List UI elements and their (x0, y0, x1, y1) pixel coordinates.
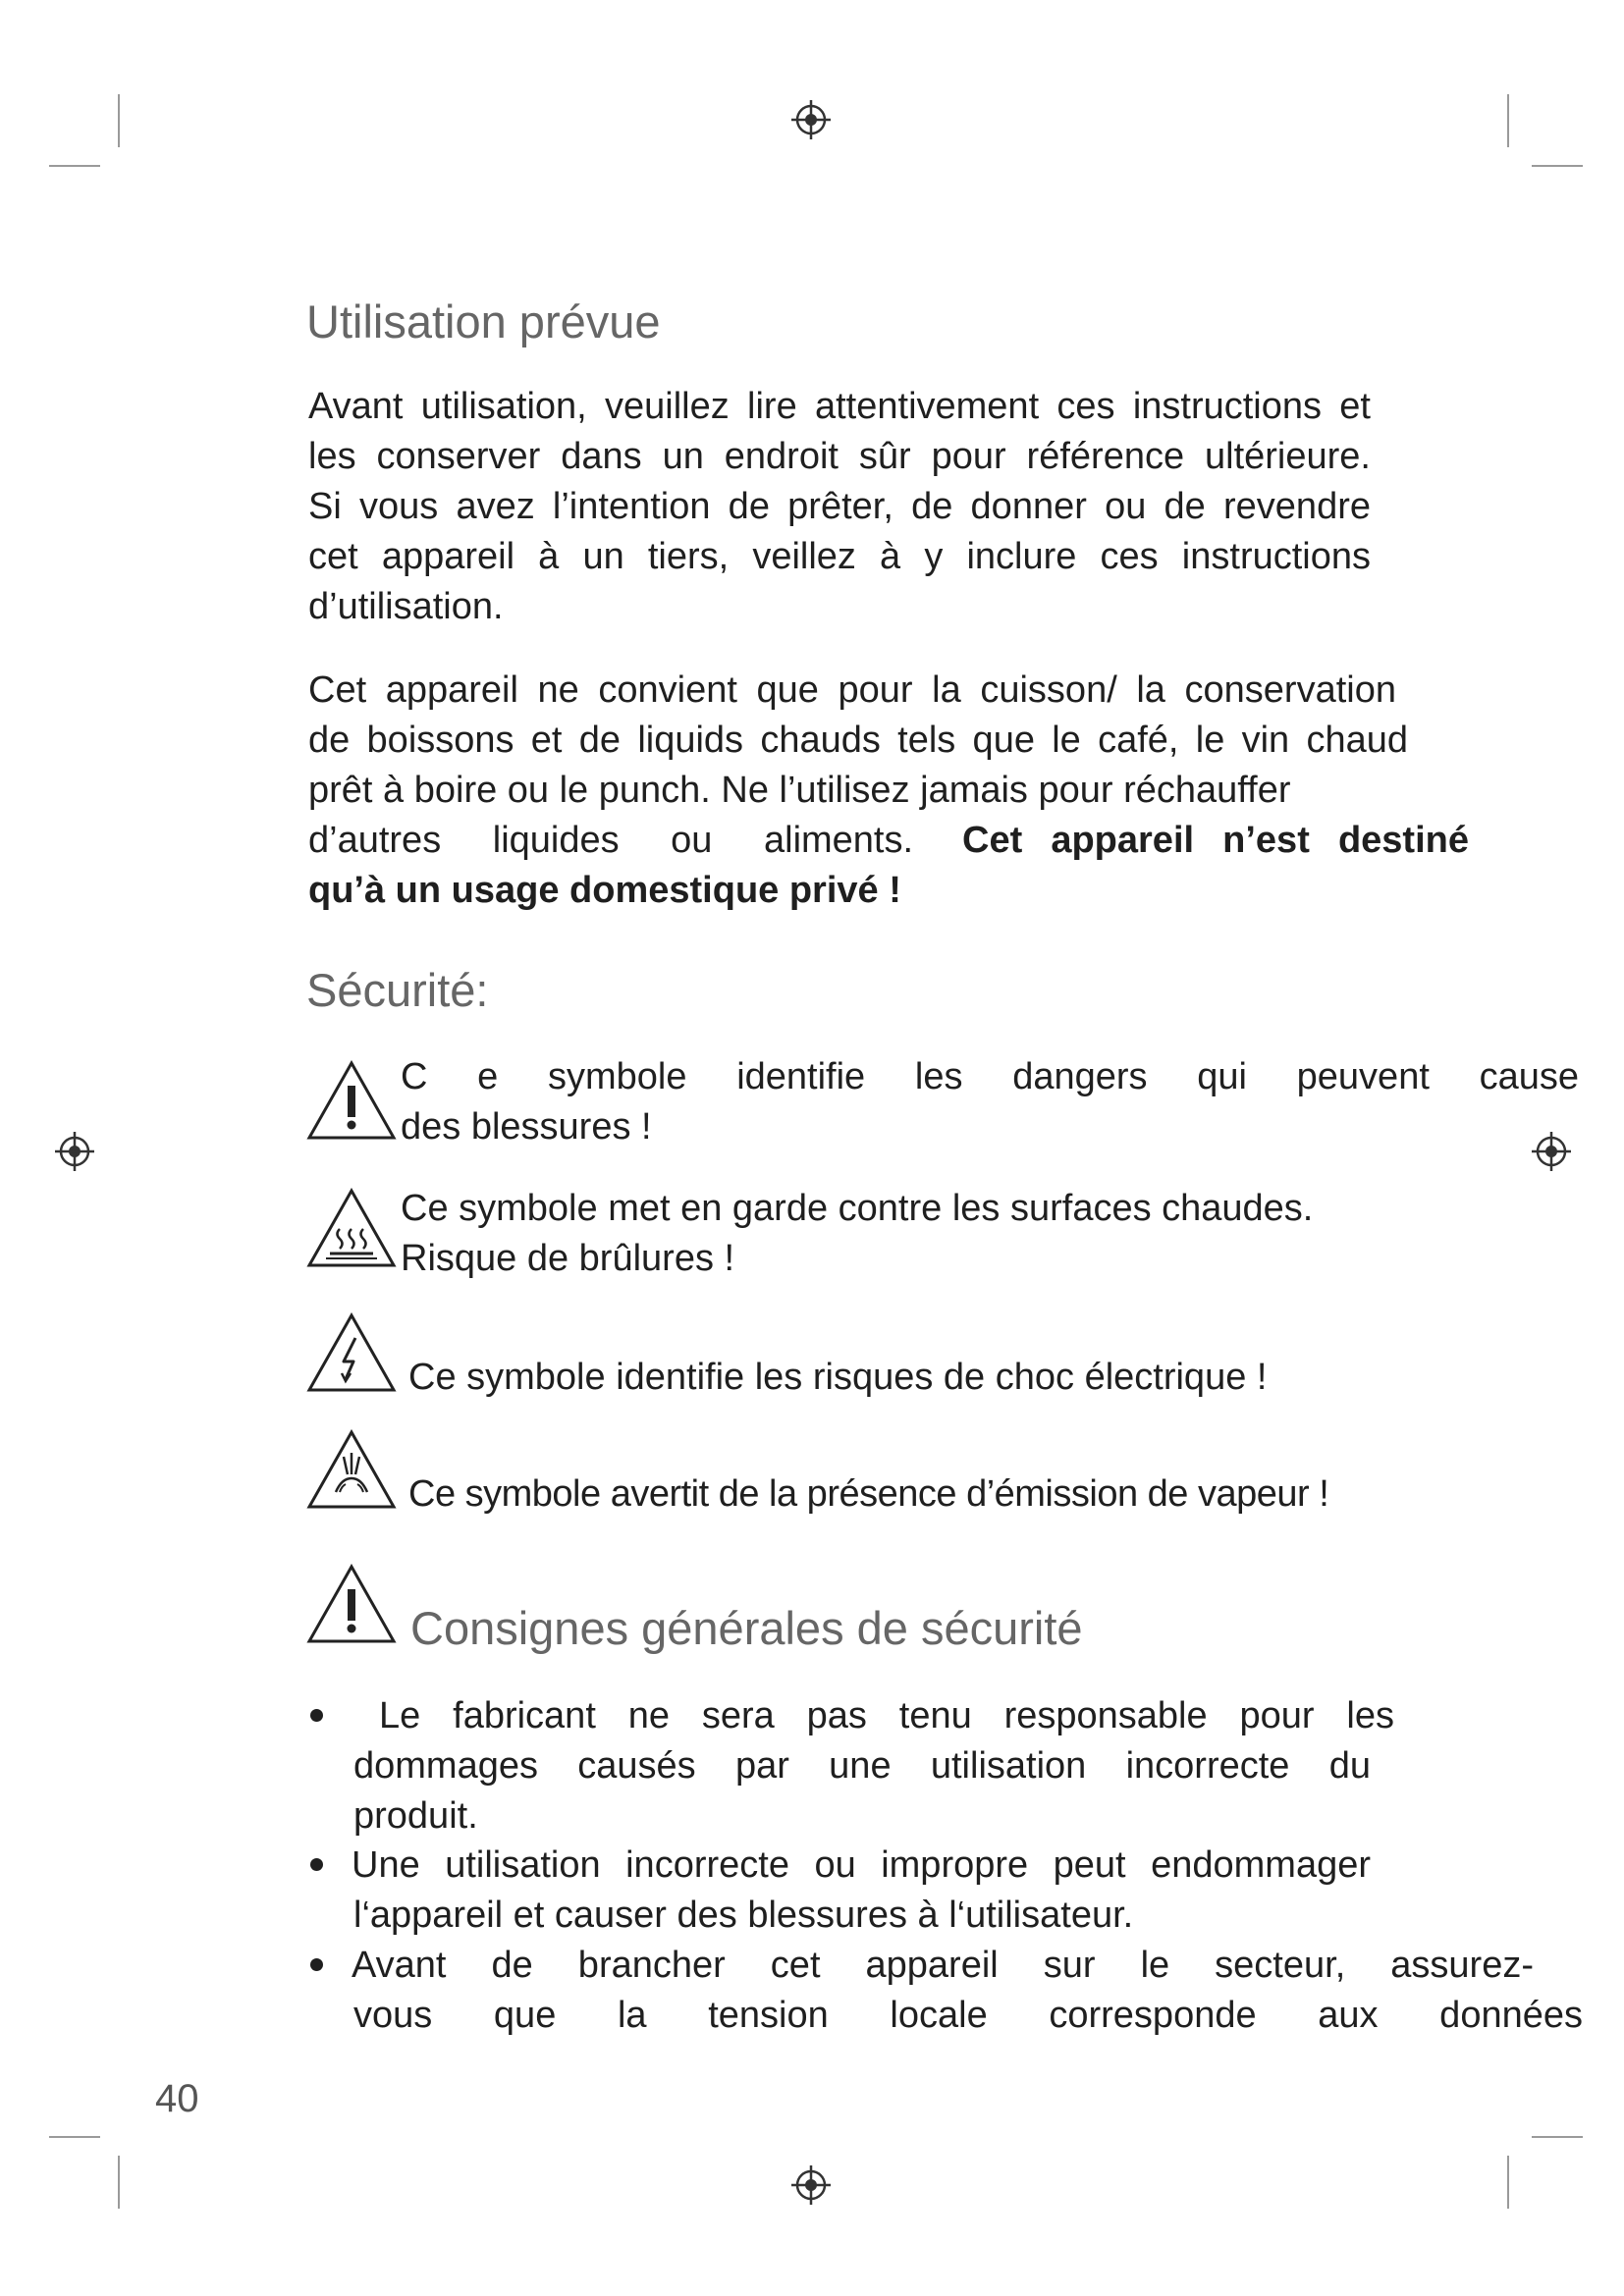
bullet-line: dommages causés par une utilisation incorrecte du (353, 1745, 1371, 1787)
paragraph-line: Si vous avez l’intention de prêter, de donner ou de revendre (308, 486, 1371, 527)
symbol-warning-line2: des blessures ! (401, 1106, 652, 1148)
paragraph-line: prêt à boire ou le punch. Ne l’utilisez jamais pour réchauffer (308, 770, 1291, 811)
crop-mark (1532, 165, 1583, 167)
crop-mark (118, 2156, 120, 2209)
bullet-line: l‘appareil et causer des blessures à l‘utilisateur. (353, 1895, 1134, 1936)
hot-surface-icon (306, 1188, 397, 1268)
paragraph-line: cet appareil à un tiers, veillez à y inclure ces instructions (308, 536, 1371, 577)
crop-mark (118, 94, 120, 147)
paragraph-line-bold: qu’à un usage domestique privé ! (308, 870, 901, 911)
paragraph-line: de boissons et de liquids chauds tels que le café, le vin chaud (308, 720, 1408, 761)
bullet-icon (310, 1709, 323, 1722)
page-number: 40 (155, 2077, 199, 2120)
registration-mark-icon (791, 2165, 831, 2205)
bullet-line: vous que la tension locale corresponde aux données (353, 1995, 1583, 2036)
crop-mark (49, 165, 100, 167)
crop-mark (1507, 94, 1509, 147)
crop-mark (1507, 2156, 1509, 2209)
paragraph-line: Avant utilisation, veuillez lire attentivement ces instructions et (308, 386, 1371, 427)
symbol-steam-line1: Ce symbole avertit de la présence d’émission de vapeur ! (408, 1473, 1329, 1515)
symbol-hot-line2: Risque de brûlures ! (401, 1238, 735, 1279)
crop-mark (1532, 2136, 1583, 2138)
steam-icon (306, 1429, 397, 1510)
crop-mark (49, 2136, 100, 2138)
paragraph-line-bold: Cet appareil n’est destiné (962, 820, 1469, 861)
symbol-hot-line1: Ce symbole met en garde contre les surfaces chaudes. (401, 1188, 1314, 1229)
bullet-line: Le fabricant ne sera pas tenu responsable pour les (379, 1695, 1394, 1736)
warning-exclamation-icon (306, 1564, 397, 1644)
paragraph-line: Cet appareil ne convient que pour la cuisson/ la conservation (308, 669, 1396, 711)
paragraph-line: les conserver dans un endroit sûr pour référence ultérieure. (308, 436, 1371, 477)
registration-mark-icon (791, 100, 831, 139)
paragraph-line: d’autres liquides ou aliments. (308, 820, 914, 861)
electric-shock-icon (306, 1312, 397, 1393)
bullet-line: Une utilisation incorrecte ou impropre peut endommager (352, 1844, 1371, 1886)
bullet-icon (310, 1858, 323, 1871)
registration-mark-icon (55, 1132, 94, 1171)
symbol-electric-line1: Ce symbole identifie les risques de choc électrique ! (408, 1357, 1268, 1398)
paragraph-line: d’utilisation. (308, 586, 504, 627)
bullet-line: produit. (353, 1795, 478, 1837)
section-heading-general-safety: Consignes générales de sécurité (410, 1602, 1083, 1654)
bullet-icon (310, 1958, 323, 1971)
section-heading-intended-use: Utilisation prévue (306, 295, 661, 347)
symbol-warning-line1: C e symbole identifie les dangers qui peuvent cause (401, 1056, 1579, 1097)
registration-mark-icon (1532, 1132, 1571, 1171)
warning-exclamation-icon (306, 1060, 397, 1141)
bullet-line: Avant de brancher cet appareil sur le secteur, assurez- (352, 1945, 1534, 1986)
section-heading-safety: Sécurité: (306, 964, 489, 1016)
